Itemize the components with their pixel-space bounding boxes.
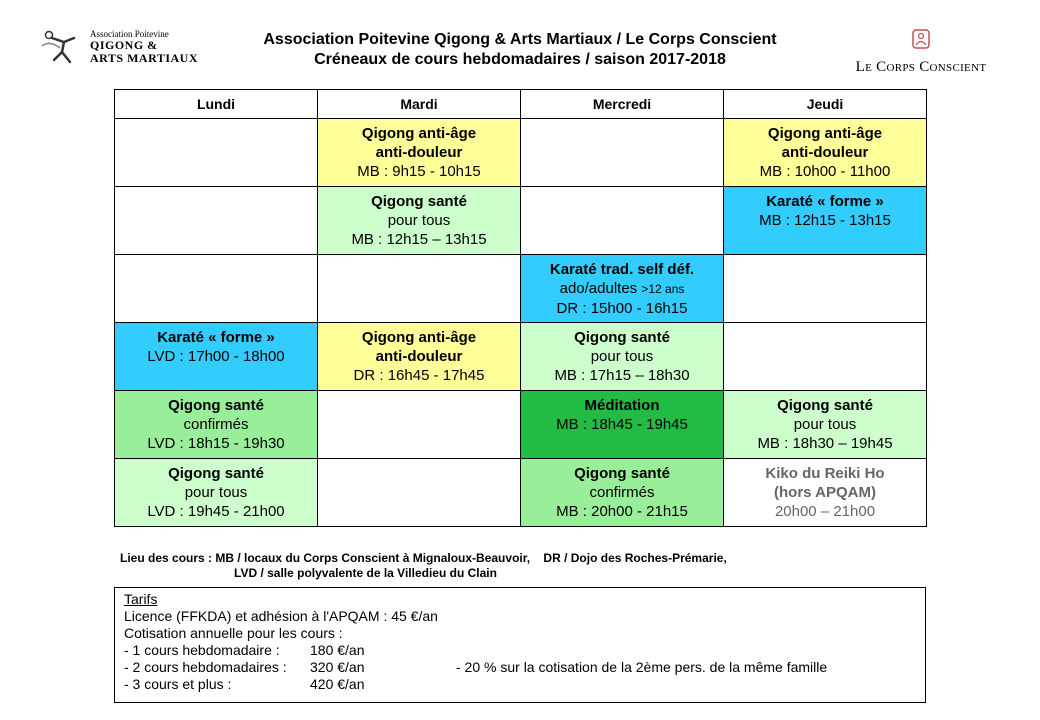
logo-line-1: QIGONG &: [90, 38, 158, 52]
course-detail: LVD : 19h45 - 21h00: [147, 503, 285, 520]
course-detail: DR : 16h45 - 17h45: [353, 367, 485, 384]
course-detail: MB : 18h45 - 19h45: [556, 416, 688, 433]
title-line-1: Association Poitevine Qigong & Arts Martiaux / Le Corps Conscient: [263, 31, 777, 48]
schedule-row: [115, 255, 927, 323]
course-detail: MB : 20h00 - 21h15: [556, 503, 688, 520]
course-title: Qigong santé: [777, 397, 873, 414]
course-detail: DR : 15h00 - 16h15: [556, 300, 688, 317]
course-detail: LVD : 18h15 - 19h30: [147, 435, 285, 452]
course-cell: [521, 323, 724, 391]
lieu-des-cours: [120, 551, 727, 581]
tarif-label: - 3 cours et plus :: [124, 676, 232, 692]
corps-conscient-logo: [836, 28, 1006, 74]
course-detail: LVD : 17h00 - 18h00: [147, 348, 285, 365]
title-line-2: Créneaux de cours hebdomadaires / saison 2017-2018: [314, 51, 726, 68]
course-cell: [521, 459, 724, 527]
lieu-line-1: Lieu des cours : MB / locaux du Corps Conscient à Mignaloux-Beauvoir, DR / Dojo des Roches-Prémarie,: [120, 551, 727, 565]
course-title: Qigong santé: [168, 397, 264, 414]
course-title: Karaté trad. self déf.: [549, 261, 695, 278]
corps-conscient-name: Le Corps Conscient: [855, 59, 987, 75]
schedule-table: [114, 89, 927, 527]
course-subtitle: anti-douleur: [781, 144, 869, 161]
tarif-label: - 2 cours hebdomadaires :: [124, 659, 287, 675]
course-detail: confirmés: [183, 416, 249, 433]
course-title: Méditation: [584, 397, 660, 414]
empty-cell: [318, 459, 521, 527]
tarif-price: 420 €/an: [310, 676, 365, 692]
course-cell: [115, 323, 318, 391]
empty-cell: [115, 119, 318, 187]
empty-cell: [724, 255, 927, 323]
lieu-line-2: LVD / salle polyvalente de la Villedieu du Clain: [234, 566, 497, 580]
schedule-row: [115, 459, 927, 527]
empty-cell: [318, 255, 521, 323]
course-title: Qigong anti-âge: [767, 125, 883, 142]
course-title: Kiko du Reiki Ho: [765, 465, 885, 482]
logo-small-text: Association Poitevine: [90, 29, 169, 39]
course-cell: [318, 119, 521, 187]
day-header: Mercredi: [521, 90, 724, 119]
page-title: [210, 30, 830, 70]
apqam-logo: [40, 26, 210, 68]
course-detail: MB : 17h15 – 18h30: [554, 367, 690, 384]
course-detail: MB : 18h30 – 19h45: [757, 435, 893, 452]
day-header: Mardi: [318, 90, 521, 119]
day-header: Lundi: [115, 90, 318, 119]
course-subtitle: (hors APQAM): [774, 484, 876, 501]
tarif-row: [124, 676, 916, 693]
course-title: Qigong anti-âge: [361, 125, 477, 142]
tarif-price: 320 €/an: [310, 659, 365, 675]
tarif-row: [124, 642, 916, 659]
schedule-row: [115, 187, 927, 255]
course-detail: MB : 9h15 - 10h15: [357, 163, 481, 180]
corps-conscient-mark-icon: [910, 28, 932, 50]
course-cell: [318, 187, 521, 255]
course-cell: [724, 391, 927, 459]
course-subtitle: anti-douleur: [375, 348, 463, 365]
tarifs-licence: Licence (FFKDA) et adhésion à l'APQAM : 45 €/an: [124, 608, 438, 624]
empty-cell: [521, 119, 724, 187]
day-header: Jeudi: [724, 90, 927, 119]
course-cell: [724, 187, 927, 255]
tarifs-box: [114, 587, 926, 703]
tarifs-heading: Tarifs: [124, 591, 158, 607]
course-detail: MB : 10h00 - 11h00: [759, 163, 891, 180]
course-detail: 20h00 – 21h00: [774, 503, 876, 520]
course-subtitle: anti-douleur: [375, 144, 463, 161]
schedule-row: [115, 323, 927, 391]
course-detail: pour tous: [387, 212, 451, 229]
empty-cell: [115, 187, 318, 255]
tarif-price: 180 €/an: [310, 642, 365, 658]
tarif-note: - 20 % sur la cotisation de la 2ème pers. de la même famille: [456, 659, 828, 675]
course-cell: [724, 459, 927, 527]
empty-cell: [318, 391, 521, 459]
course-detail: pour tous: [184, 484, 248, 501]
tarif-row: [124, 659, 916, 676]
course-cell: [724, 119, 927, 187]
schedule-row: [115, 391, 927, 459]
course-cell: [318, 323, 521, 391]
tarif-label: - 1 cours hebdomadaire :: [124, 642, 280, 658]
empty-cell: [115, 255, 318, 323]
course-title: Karaté « forme »: [157, 329, 275, 346]
course-title: Qigong santé: [168, 465, 264, 482]
days-header-row: [115, 90, 927, 119]
course-cell: [521, 255, 724, 323]
course-detail: confirmés: [589, 484, 655, 501]
empty-cell: [724, 323, 927, 391]
course-title: Qigong anti-âge: [361, 329, 477, 346]
course-detail: MB : 12h15 – 13h15: [351, 231, 487, 248]
course-cell: [115, 459, 318, 527]
tarifs-cotisation: Cotisation annuelle pour les cours :: [124, 625, 343, 641]
empty-cell: [521, 187, 724, 255]
course-title: Karaté « forme »: [766, 193, 884, 210]
course-cell: [115, 391, 318, 459]
course-title: Qigong santé: [574, 329, 670, 346]
qigong-figure-icon: [40, 26, 84, 66]
course-title: Qigong santé: [574, 465, 670, 482]
course-detail: MB : 12h15 - 13h15: [759, 212, 891, 229]
course-title: Qigong santé: [371, 193, 467, 210]
course-detail: pour tous: [590, 348, 654, 365]
course-age-detail: ado/adultes >12 ans: [559, 280, 685, 297]
course-detail: pour tous: [793, 416, 857, 433]
course-cell: [521, 391, 724, 459]
logo-line-2: ARTS MARTIAUX: [90, 51, 198, 65]
schedule-row: [115, 119, 927, 187]
